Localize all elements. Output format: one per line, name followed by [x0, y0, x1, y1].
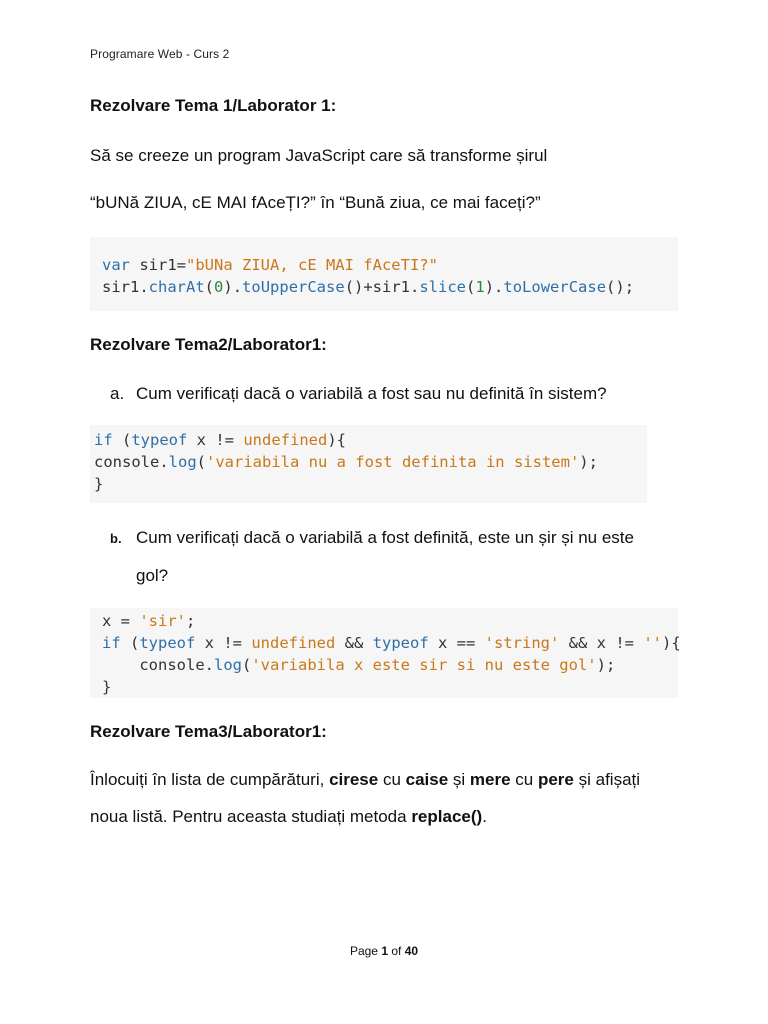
code3-line2: if (typeof x != undefined && typeof x == 'string' && x != ''){ [102, 634, 681, 652]
code3-line1: x = 'sir'; [102, 612, 196, 630]
code1-line1: var sir1="bUNa ZIUA, cE MAI fAceTI?" [102, 256, 438, 274]
code-block-2 [90, 425, 647, 503]
code3-line3: console.log('variabila x este sir si nu este gol'); [102, 656, 616, 674]
code2-line1: if (typeof x != undefined){ [94, 431, 347, 449]
section1-line1: Să se creeze un program JavaScript care să transforme șirul [90, 146, 548, 165]
section3-heading: Rezolvare Tema3/Laborator1: [90, 722, 327, 741]
list-item-b-continued: gol? [136, 566, 169, 585]
code3-line4: } [102, 678, 112, 696]
list-item-a [110, 384, 607, 404]
section3-line2: noua listă. Pentru aceasta studiați metoda replace(). [90, 807, 487, 826]
page-footer: Page 1 of 40 [349, 944, 419, 958]
list-text-b: Cum verificați dacă o variabilă a fost definită, este un șir și nu este [136, 528, 634, 547]
list-text-a: Cum verificați dacă o variabilă a fost sau nu definită în sistem? [136, 384, 607, 403]
code2-line2: console.log('variabila nu a fost definita in sistem'); [94, 453, 598, 471]
code-block-1 [90, 237, 678, 311]
code1-line2: sir1.charAt(0).toUpperCase()+sir1.slice(1).toLowerCase(); [102, 278, 635, 296]
code2-line3: } [94, 475, 104, 493]
code-block-3 [90, 608, 681, 698]
list-label-b: b. [110, 531, 122, 546]
list-item-b [110, 528, 634, 548]
page-header: Programare Web - Curs 2 [90, 47, 230, 61]
section1-heading: Rezolvare Tema 1/Laborator 1: [90, 96, 337, 115]
section3-line1: Înlocuiți în lista de cumpărături, cirese cu caise și mere cu pere și afișați [90, 770, 641, 789]
list-label-a: a. [110, 384, 125, 403]
section2-heading: Rezolvare Tema2/Laborator1: [90, 335, 327, 354]
section1-line2: “bUNă ZIUA, cE MAI fAceȚI?” în “Bună ziua, ce mai faceți?” [90, 193, 541, 212]
